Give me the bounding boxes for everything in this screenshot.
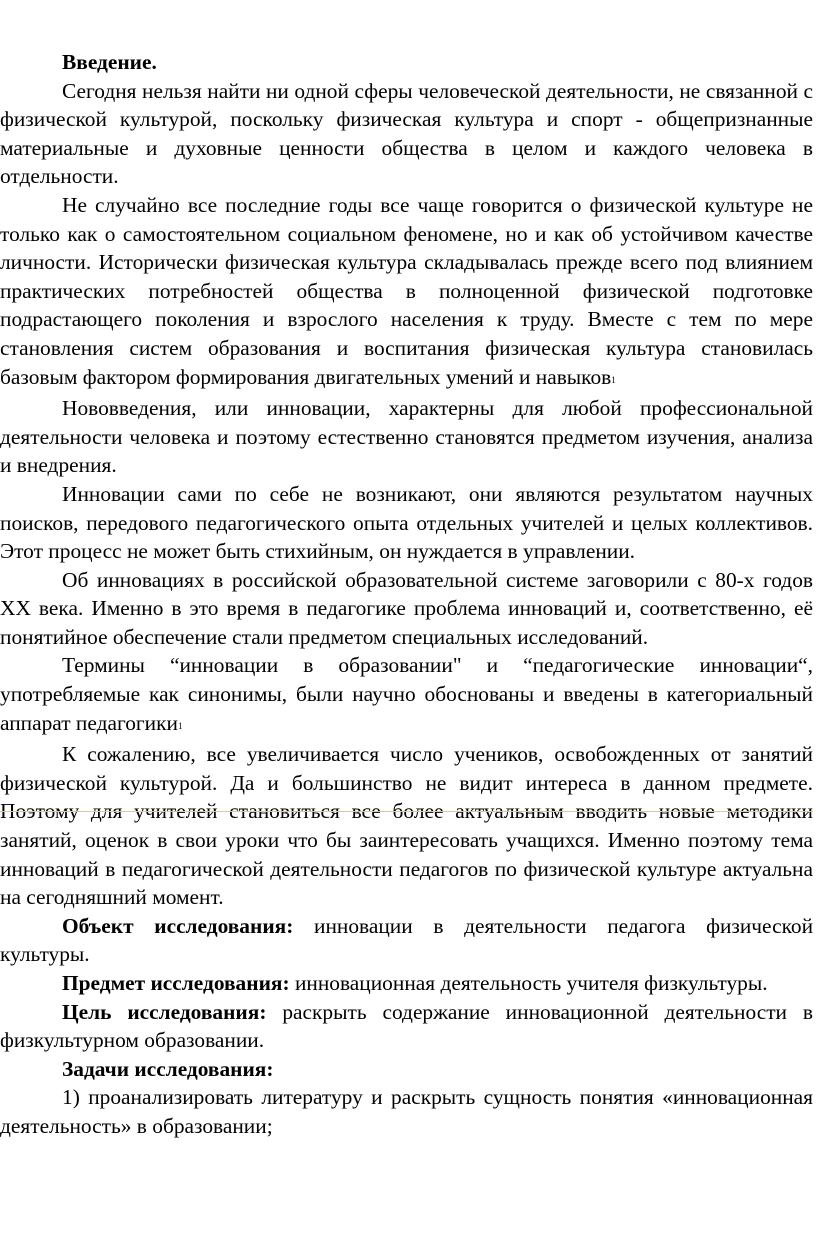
footnote-mark[interactable]: 1 xyxy=(611,374,616,385)
research-goal-text: раскрыть содержание инновационной деятельности в физкультурном образовании. xyxy=(0,999,813,1053)
research-goal-label: Цель исследования: xyxy=(62,999,267,1024)
section-heading: Введение. xyxy=(62,50,157,74)
paragraph-relevance xyxy=(0,740,813,912)
research-object-label: Объект исследования: xyxy=(62,913,294,938)
research-goal xyxy=(0,998,813,1055)
paragraph-history xyxy=(0,191,813,394)
research-object-text: инновации в деятельности педагога физической культуры. xyxy=(0,913,814,967)
paragraph-origins xyxy=(0,480,813,566)
paragraph-text: Инновации сами по себе не возникают, они являются результатом научных поисков, передового педагогического опыта отдельных учителей и целых коллективов. Этот процесс не может быть стихийным, он нуждается в управлении. xyxy=(0,481,813,564)
research-object xyxy=(0,912,813,969)
research-subject-text: инновационная деятельность учителя физкультуры. xyxy=(289,971,768,995)
paragraph-innovations xyxy=(0,394,813,480)
paragraph-text: Нововведения, или инновации, характерны для любой профессиональной деятельности человека и поэтому естественно становятся предметом изучения, анализа и внедрения. xyxy=(0,396,813,478)
paragraph-text: Не случайно все последние годы все чаще говорится о физической культуре не только как о самостоятельном социальном феномене, но и как об устойчивом качестве личности. Исторически физическая культура складывалась прежде всего под влиянием практических потребностей общества в полноценной физической подготовке подрастающего поколения и взрослого населения к труду. Вместе с тем по мере становления систем образования и воспитания физическая культура становилась базовым фактором формирования двигательных умений и навыков xyxy=(0,192,813,389)
tasks-heading: Задачи исследования: xyxy=(62,1056,274,1081)
paragraph-text: Термины “инновации в образовании" и “педагогические инновации“, употребляемые как синонимы, были научно обоснованы и введены в категориальный аппарат педагогики xyxy=(0,653,813,735)
footnote-mark[interactable]: 1 xyxy=(177,720,183,731)
paragraph-russia xyxy=(0,566,813,652)
paragraph-text: Об инновациях в российской образовательной системе заговорили с 80-х годов XX века. Именно в это время в педагогике проблема инноваций и, соответственно, её понятийное обеспечение стали предметом специальных исследований. xyxy=(0,567,813,649)
revision-divider xyxy=(0,811,813,812)
task-item: 1) проанализировать литературу и раскрыть сущность понятия «инновационная деятельность» в образовании; xyxy=(0,1085,813,1138)
paragraph-terms xyxy=(0,651,813,740)
paragraph-text: К сожалению, все увеличивается число учеников, освобожденных от занятий физической культурой. Да и большинство не видит интереса в данном предмете. Поэтому для учителей становиться все более актуальным вводить новые методики занятий, оценок в свои уроки что бы заинтересовать учащихся. Именно поэтому тема инноваций в педагогической деятельности педагогов по физической культуре актуальна на сегодняшний момент. xyxy=(0,742,813,910)
document-page xyxy=(0,48,813,1141)
paragraph-text: Сегодня нельзя найти ни одной сферы человеческой деятельности, не связанной с физической культурой, поскольку физическая культура и спорт - общепризнанные материальные и духовные ценности общества в целом и каждого человека в отдельности. xyxy=(0,78,813,189)
paragraph-intro xyxy=(0,77,813,191)
research-subject xyxy=(0,969,813,998)
research-subject-label: Предмет исследования: xyxy=(62,971,290,995)
